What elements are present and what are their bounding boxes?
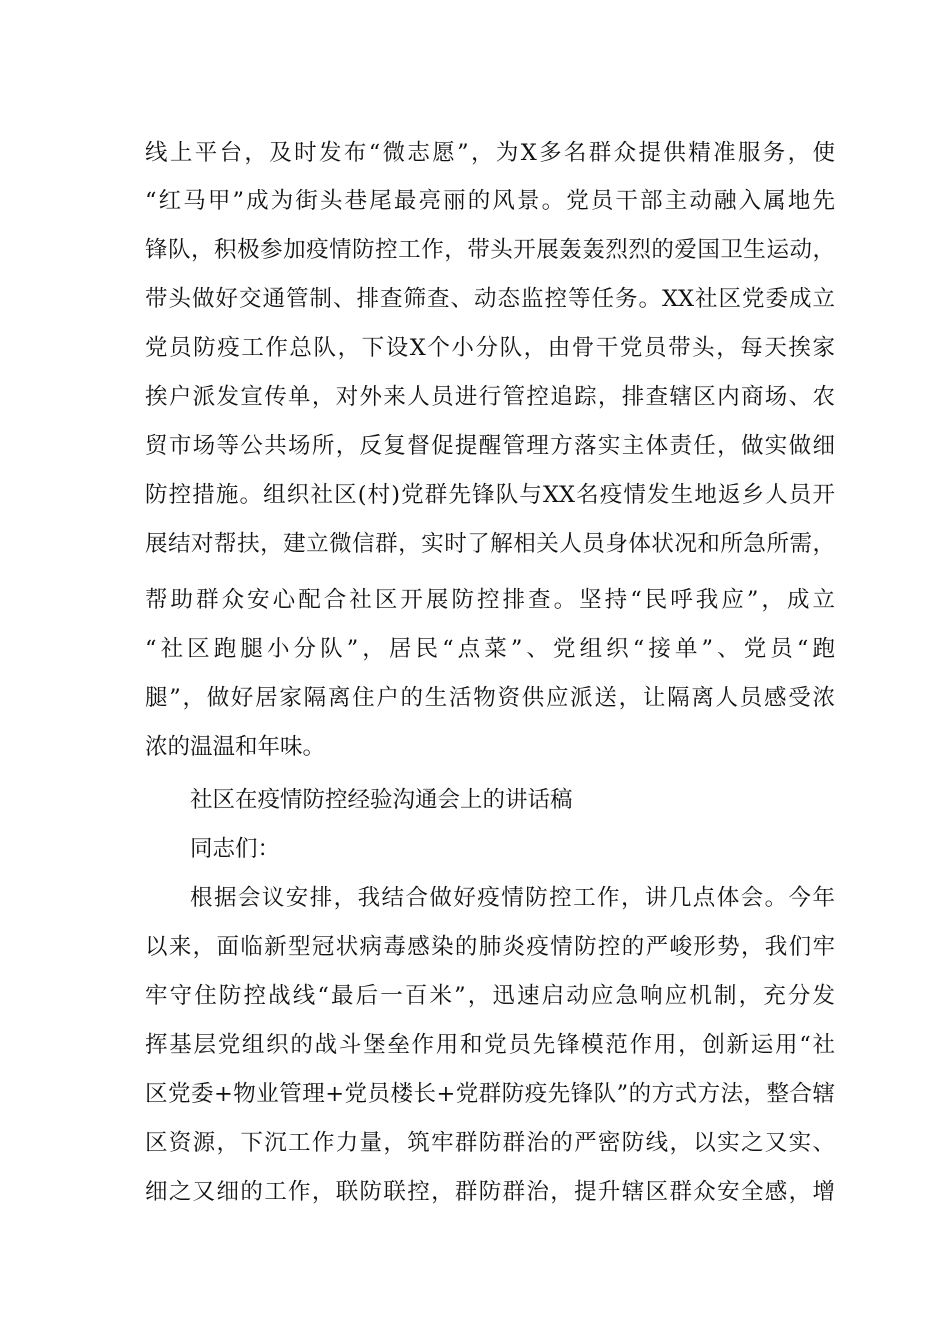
body-text-line: 防控措施。组织社区(村)党群先锋队与XX名疫情发生地返乡人员开 bbox=[145, 482, 835, 508]
body-text-line: 浓的温温和年味。 bbox=[145, 734, 326, 760]
body-text-line: “社区跑腿小分队”，居民“点菜”、党组织“接单”、党员“跑 bbox=[145, 636, 835, 662]
body-text-line: 牢守住防控战线“最后一百米”，迅速启动应急响应机制，充分发 bbox=[145, 983, 835, 1009]
body-text-line: 党员防疫工作总队，下设X个小分队，由骨干党员带头，每天挨家 bbox=[145, 335, 835, 361]
body-text-line: 区党委+物业管理+党员楼长+党群防疫先锋队”的方式方法，整合辖 bbox=[145, 1081, 835, 1107]
body-text-line: 挨户派发宣传单，对外来人员进行管控追踪，排查辖区内商场、农 bbox=[145, 384, 835, 410]
body-text-line: 帮助群众安心配合社区开展防控排查。坚持“民呼我应”，成立 bbox=[145, 587, 835, 613]
body-text-line: 根据会议安排，我结合做好疫情防控工作，讲几点体会。今年 bbox=[190, 885, 835, 911]
body-text-line: 展结对帮扶，建立微信群，实时了解相关人员身体状况和所急所需， bbox=[145, 531, 835, 557]
body-text-line: 带头做好交通管制、排查筛查、动态监控等任务。XX社区党委成立 bbox=[145, 286, 835, 312]
body-text-line: 腿”，做好居家隔离住户的生活物资供应派送，让隔离人员感受浓 bbox=[145, 685, 835, 711]
section-title: 社区在疫情防控经验沟通会上的讲话稿 bbox=[190, 787, 573, 813]
body-text-line: 线上平台，及时发布“微志愿”，为X多名群众提供精准服务，使 bbox=[145, 140, 835, 166]
body-text-line: 挥基层党组织的战斗堡垒作用和党员先锋模范作用，创新运用“社 bbox=[145, 1032, 835, 1058]
body-text-line: 锋队，积极参加疫情防控工作，带头开展轰轰烈烈的爱国卫生运动， bbox=[145, 237, 835, 263]
body-text-line: 贸市场等公共场所，反复督促提醒管理方落实主体责任，做实做细 bbox=[145, 433, 835, 459]
body-text-line: 细之又细的工作，联防联控，群防群治，提升辖区群众安全感，增 bbox=[145, 1179, 835, 1205]
body-text-line: “红马甲”成为街头巷尾最亮丽的风景。党员干部主动融入属地先 bbox=[145, 188, 835, 214]
salutation: 同志们： bbox=[190, 836, 281, 862]
body-text-line: 区资源，下沉工作力量，筑牢群防群治的严密防线，以实之又实、 bbox=[145, 1130, 835, 1156]
body-text-line: 以来，面临新型冠状病毒感染的肺炎疫情防控的严峻形势，我们牢 bbox=[145, 934, 835, 960]
